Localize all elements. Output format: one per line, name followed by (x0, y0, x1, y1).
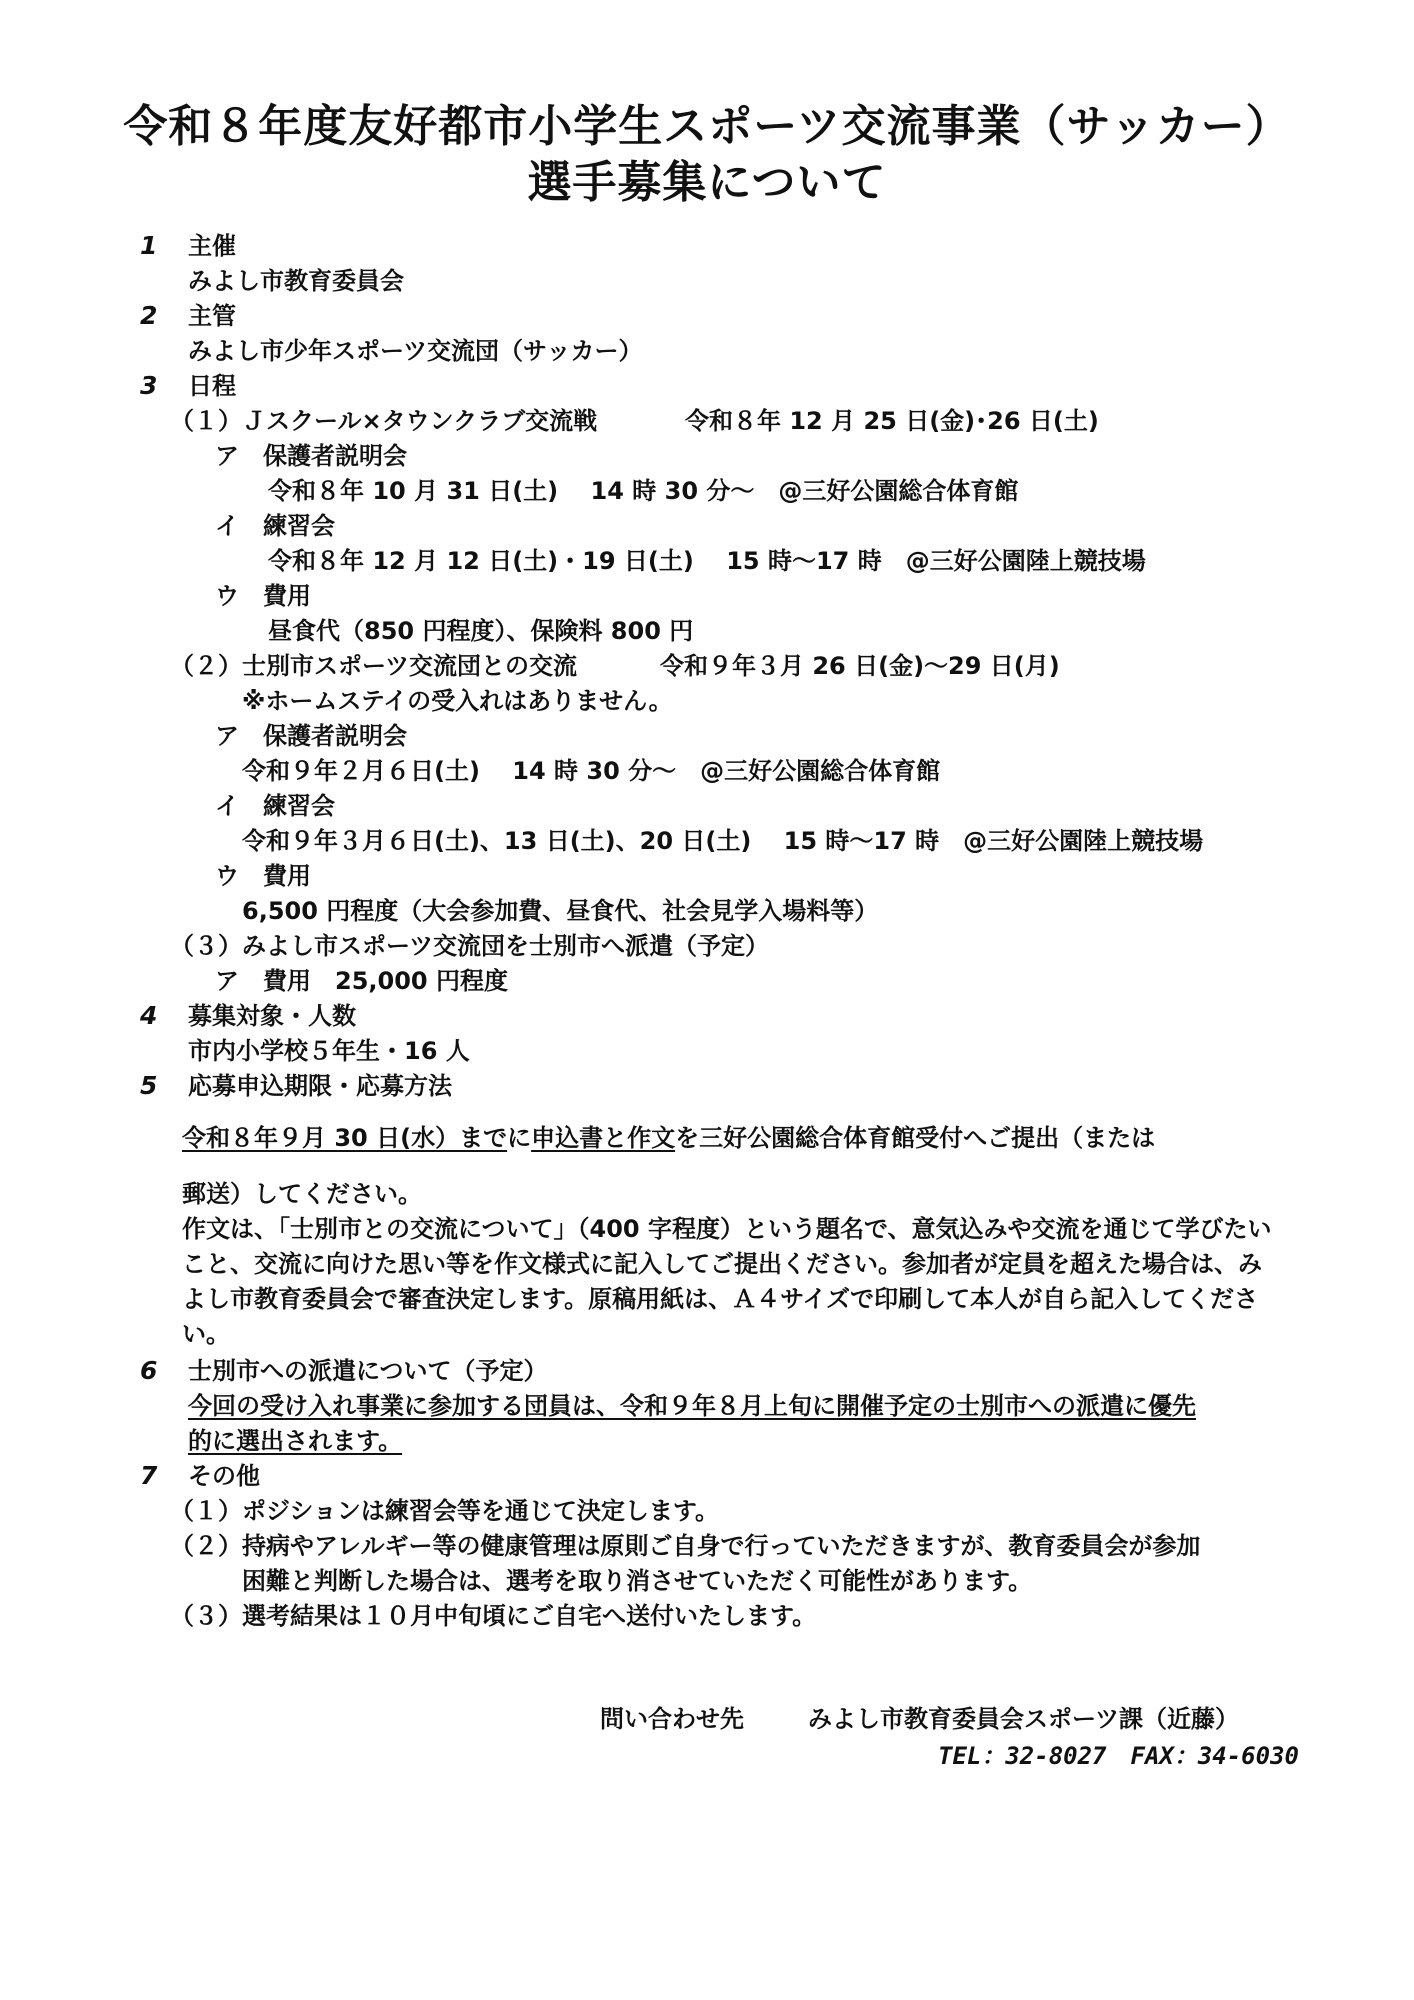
schedule-3-label: （３）みよし市スポーツ交流団を士別市へ派遣（予定） (170, 932, 770, 960)
application-connector: に (507, 1124, 532, 1152)
other-item-2-continued: 困難と判断した場合は、選考を取り消させていただく可能性があります。 (242, 1567, 1033, 1595)
schedule-2-practice-body: 令和９年３月６日(土)、13 日(土)、20 日(土) 15 時～17 時 @三好公園陸上競技場 (242, 827, 1204, 855)
schedule-1-label: （１）Ｊスクール×タウンクラブ交流戦 (170, 407, 598, 435)
section-5-heading: 応募申込期限・応募方法 (188, 1072, 452, 1100)
other-item-1: （１）ポジションは練習会等を通じて決定します。 (170, 1497, 719, 1525)
schedule-2-practice-label: イ 練習会 (215, 792, 335, 820)
schedule-2-cost-body: 6,500 円程度（大会参加費、昼食代、社会見学入場料等） (242, 897, 879, 925)
contact-phone: TEL：32-8027 FAX：34-6030 (938, 1742, 1299, 1770)
schedule-1-briefing-body: 令和８年 10 月 31 日(土) 14 時 30 分～ @三好公園総合体育館 (268, 477, 1019, 505)
application-documents: 申込書と作文 (531, 1124, 676, 1152)
application-submit-text-2: 郵送）してください。 (182, 1180, 422, 1208)
schedule-1-practice-label: イ 練習会 (215, 512, 335, 540)
contact-label: 問い合わせ先 (600, 1705, 744, 1733)
dispatch-priority-line-1: 今回の受け入れ事業に参加する団員は、令和９年８月上旬に開催予定の士別市への派遣に優先 (188, 1392, 1196, 1420)
section-1-heading: 主催 (188, 232, 236, 260)
dispatch-priority-line-2: 的に選出されます。 (188, 1427, 403, 1455)
section-2-number: 2 (140, 301, 158, 330)
section-6-heading: 士別市への派遣について（予定） (188, 1357, 548, 1385)
section-4-body: 市内小学校５年生・16 人 (188, 1037, 470, 1065)
application-deadline-line (182, 1122, 1155, 1154)
schedule-2-label: （２）士別市スポーツ交流団との交流 (170, 652, 578, 680)
essay-instructions: 作文は、「士別市との交流について」（400 字程度）という題名で、意気込みや交流を通じて学びたいこと、交流に向けた思い等を作文様式に記入してご提出ください。参加者が定員を超えた場合は、みよし市教育委員会で審査決定します。原稿用紙は、Ａ４サイズで印刷して本人が自ら記入してください。 (182, 1215, 1272, 1348)
section-2-body: みよし市少年スポーツ交流団（サッカー） (188, 337, 643, 365)
contact-organization: みよし市教育委員会スポーツ課（近藤） (808, 1705, 1240, 1733)
schedule-1-briefing-label: ア 保護者説明会 (215, 442, 407, 470)
schedule-1-practice-body: 令和８年 12 月 12 日(土)・19 日(土) 15 時～17 時 @三好公園陸上競技場 (268, 547, 1146, 575)
section-6-number: 6 (140, 1356, 158, 1385)
schedule-2-note: ※ホームステイの受入れはありません。 (242, 687, 673, 715)
application-submit-text: を三好公園総合体育館受付へご提出（または (675, 1124, 1156, 1152)
section-2-heading: 主管 (188, 302, 236, 330)
schedule-1-date: 令和８年 12 月 25 日(金)･26 日(土) (685, 407, 1099, 435)
section-7-number: 7 (140, 1461, 158, 1490)
other-item-2: （２）持病やアレルギー等の健康管理は原則ご自身で行っていただきますが、教育委員会が参加 (170, 1532, 1201, 1560)
schedule-1-cost-body: 昼食代（850 円程度）、保険料 800 円 (268, 617, 694, 645)
section-3-heading: 日程 (188, 372, 236, 400)
section-4-heading: 募集対象・人数 (188, 1002, 356, 1030)
other-item-3: （３）選考結果は１０月中旬頃にご自宅へ送付いたします。 (170, 1602, 817, 1630)
schedule-2-briefing-body: 令和９年２月６日(土) 14 時 30 分～ @三好公園総合体育館 (242, 757, 941, 785)
section-1-body: みよし市教育委員会 (188, 267, 404, 295)
schedule-1-cost-label: ウ 費用 (215, 582, 311, 610)
title-line-2: 選手募集について (527, 157, 887, 208)
section-7-heading: その他 (188, 1462, 260, 1490)
schedule-2-date: 令和９年３月 26 日(金)～29 日(月) (660, 652, 1060, 680)
section-3-number: 3 (140, 371, 158, 400)
title-line-1: 令和８年度友好都市小学生スポーツ交流事業（サッカー） (123, 101, 1291, 152)
section-1-number: 1 (140, 231, 158, 260)
schedule-2-cost-label: ウ 費用 (215, 862, 311, 890)
schedule-2-briefing-label: ア 保護者説明会 (215, 722, 407, 750)
section-5-number: 5 (140, 1071, 158, 1100)
application-deadline: 令和８年９月 30 日(水）まで (182, 1124, 508, 1152)
section-4-number: 4 (140, 1001, 158, 1030)
schedule-3-cost: ア 費用 25,000 円程度 (215, 967, 508, 995)
